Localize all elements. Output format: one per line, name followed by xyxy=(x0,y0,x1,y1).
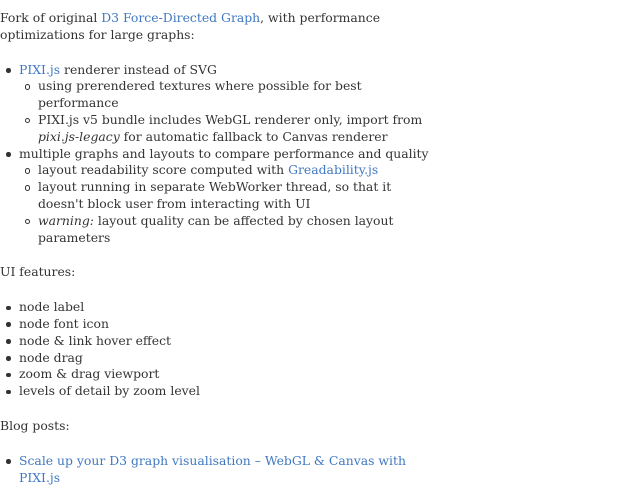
list-item xyxy=(38,213,440,247)
pixi-legacy-package-name: pixi.js-legacy xyxy=(38,128,120,144)
list-item-text: layout quality can be affected by chosen layout parameters xyxy=(38,212,394,245)
list-item-text: using prerendered textures where possible for best performance xyxy=(38,78,362,111)
list-item-text: PIXI.js v5 bundle includes WebGL renderer only, import from xyxy=(38,111,423,127)
readme-content xyxy=(0,10,440,486)
list-item xyxy=(19,62,440,146)
intro-suffix: , with performance optimizations for large graphs: xyxy=(0,10,381,42)
list-item xyxy=(38,179,440,213)
list-item: node drag xyxy=(19,350,440,367)
blog-posts-list xyxy=(0,453,440,486)
intro-paragraph xyxy=(0,10,440,44)
blog-posts-heading: Blog posts: xyxy=(0,417,70,433)
list-item-text: layout running in separate WebWorker thread, so that it doesn't block user from interacting with UI xyxy=(38,179,392,211)
list-item: node font icon xyxy=(19,316,440,333)
intro-prefix: Fork of original xyxy=(0,10,102,25)
list-item-text: multiple graphs and layouts to compare performance and quality xyxy=(19,145,429,161)
ui-features-list xyxy=(0,299,440,400)
warning-label: warning: xyxy=(38,212,94,228)
blog-post-link[interactable]: Scale up your D3 graph visualisation – WebGL & Canvas with PIXI.js xyxy=(19,452,406,485)
list-item: zoom & drag viewport xyxy=(19,366,440,383)
list-item: levels of detail by zoom level xyxy=(19,383,440,400)
greadability-link[interactable]: Greadability.js xyxy=(288,162,379,178)
list-item: node label xyxy=(19,299,440,316)
list-item xyxy=(38,162,440,179)
list-item: node & link hover effect xyxy=(19,333,440,350)
layouts-sublist xyxy=(19,162,440,246)
list-item xyxy=(19,146,440,247)
list-item xyxy=(38,78,440,112)
d3-force-directed-graph-link[interactable]: D3 Force-Directed Graph xyxy=(101,10,261,25)
list-item-text: renderer instead of SVG xyxy=(60,61,217,77)
list-item-text: layout readability score computed with xyxy=(38,162,289,178)
list-item xyxy=(19,453,440,486)
list-item-text: for automatic fallback to Canvas renderer xyxy=(119,128,388,144)
pixijs-link[interactable]: PIXI.js xyxy=(19,61,61,77)
optimizations-list xyxy=(0,62,440,247)
list-item xyxy=(38,112,440,146)
ui-features-heading: UI features: xyxy=(0,264,76,280)
pixi-sublist xyxy=(19,78,440,145)
